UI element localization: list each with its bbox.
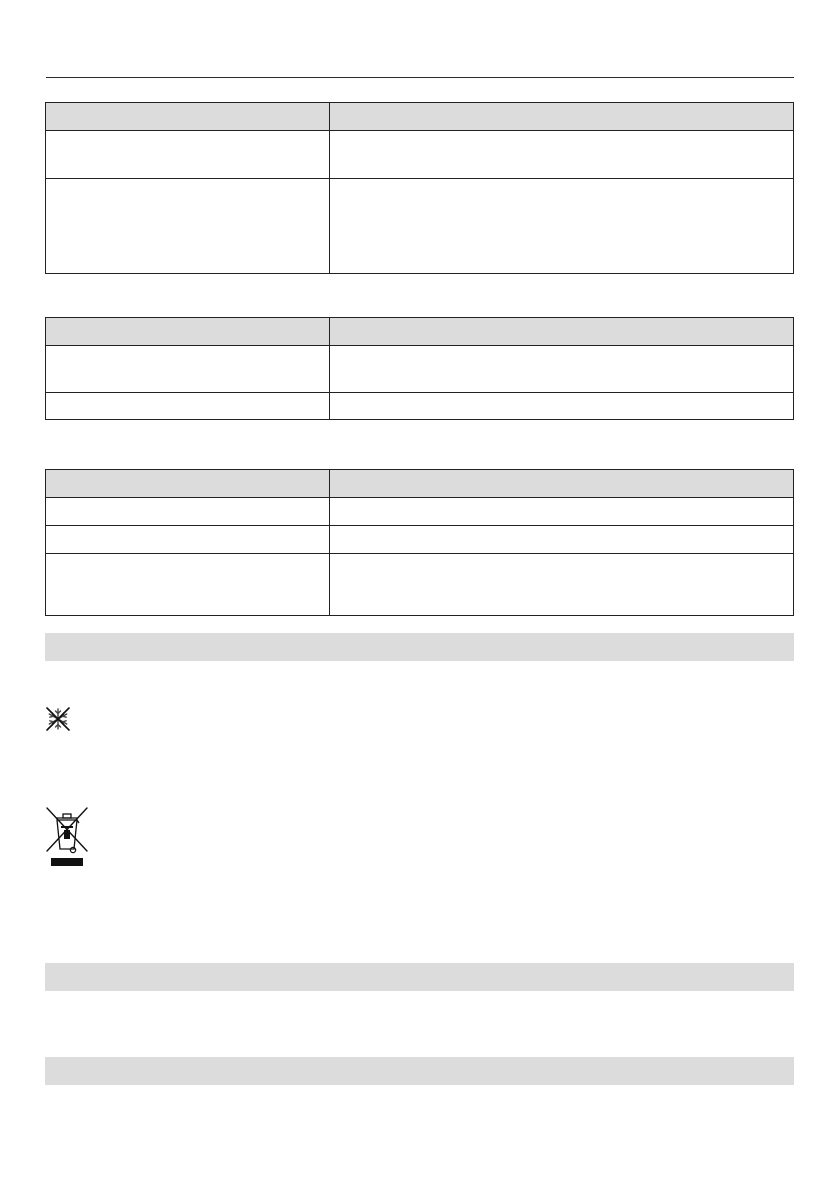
- header-rule: [46, 77, 794, 78]
- spec-table-3: [45, 469, 794, 616]
- table-cell: [46, 346, 330, 393]
- table-header-row: [46, 470, 794, 498]
- section-heading-band: [45, 633, 794, 661]
- no-freezing-icon: [45, 706, 71, 732]
- table-header-row: [46, 318, 794, 346]
- table-row: [46, 393, 794, 420]
- table-cell: [330, 393, 794, 420]
- table-row: [46, 554, 794, 616]
- spec-table-1: [45, 102, 794, 274]
- table-cell: [330, 103, 794, 131]
- table-cell: [330, 346, 794, 393]
- table-cell: [46, 103, 330, 131]
- section-heading-band: [45, 1057, 794, 1085]
- table-row: [46, 498, 794, 526]
- table-cell: [330, 470, 794, 498]
- table-cell: [46, 470, 330, 498]
- crossed-out-wheelie-bin-icon: [44, 805, 90, 869]
- table-row: [46, 131, 794, 179]
- table-cell: [46, 526, 330, 554]
- table-cell: [46, 393, 330, 420]
- table-cell: [46, 554, 330, 616]
- table-cell: [46, 179, 330, 274]
- table-cell: [330, 554, 794, 616]
- table-header-row: [46, 103, 794, 131]
- table-row: [46, 179, 794, 274]
- table-cell: [330, 179, 794, 274]
- spec-table-2: [45, 317, 794, 420]
- table-cell: [330, 526, 794, 554]
- table-cell: [330, 131, 794, 179]
- section-heading-band: [45, 963, 794, 991]
- table-row: [46, 346, 794, 393]
- table-cell: [46, 318, 330, 346]
- table-cell: [330, 318, 794, 346]
- table-cell: [330, 498, 794, 526]
- table-row: [46, 526, 794, 554]
- table-cell: [46, 131, 330, 179]
- table-cell: [46, 498, 330, 526]
